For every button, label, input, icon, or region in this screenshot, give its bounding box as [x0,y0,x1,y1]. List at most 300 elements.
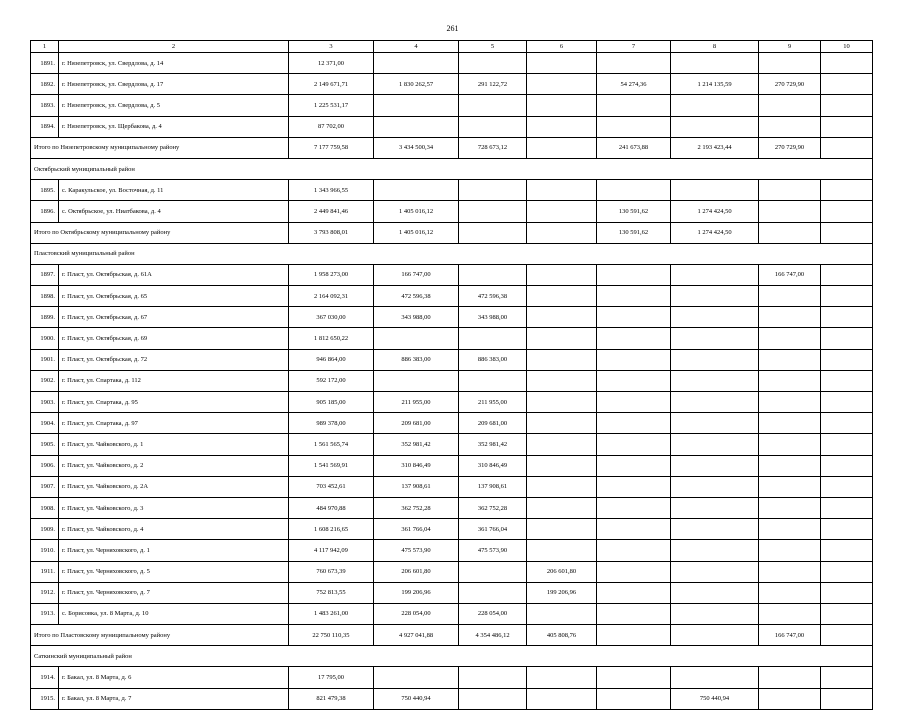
amount-cell [527,519,597,540]
address-cell: г. Пласт, ул. Октябрьская, д. 69 [59,328,289,349]
amount-cell [759,328,821,349]
amount-cell [759,476,821,497]
total-cell: 405 808,76 [527,625,597,646]
address-cell: г. Пласт, ул. Чайковского, д. 1 [59,434,289,455]
amount-cell [597,455,671,476]
amount-cell [527,74,597,95]
amount-cell [759,455,821,476]
address-cell: г. Нязепетровск, ул. Свердлова, д. 14 [59,53,289,74]
amount-cell [671,582,759,603]
amount-cell: 361 766,04 [459,519,527,540]
total-cell [821,222,873,243]
column-number-3: 3 [289,41,374,53]
section-title: Октябрьский муниципальный район [31,158,873,179]
amount-cell: 228 054,00 [374,603,459,624]
table-row [31,201,873,222]
amount-cell [374,180,459,201]
amount-cell: 54 274,36 [597,74,671,95]
amount-cell: 1 608 216,65 [289,519,374,540]
amount-cell: 228 054,00 [459,603,527,624]
amount-cell [597,603,671,624]
amount-cell [759,582,821,603]
amount-cell [374,667,459,688]
section-title: Саткинский муниципальный район [31,646,873,667]
amount-cell [527,497,597,518]
address-cell: г. Пласт, ул. Спартака, д. 112 [59,370,289,391]
row-number: 1904. [31,413,59,434]
amount-cell: 886 383,00 [459,349,527,370]
amount-cell [759,180,821,201]
amount-cell [527,95,597,116]
row-number: 1899. [31,307,59,328]
address-cell: г. Пласт, ул. Черняховского, д. 1 [59,540,289,561]
amount-cell [374,116,459,137]
total-cell: 130 591,62 [597,222,671,243]
amount-cell [597,497,671,518]
amount-cell: 310 846,49 [374,455,459,476]
amount-cell: 206 601,80 [374,561,459,582]
amount-cell [821,201,873,222]
table-row [31,349,873,370]
amount-cell [671,95,759,116]
amount-cell [459,53,527,74]
amount-cell [821,53,873,74]
address-cell: г. Пласт, ул. Чайковского, д. 3 [59,497,289,518]
amount-cell: 2 149 671,71 [289,74,374,95]
address-cell: с. Каракульское, ул. Восточная, д. 11 [59,180,289,201]
table-row [31,264,873,285]
amount-cell: 211 955,00 [374,392,459,413]
amount-cell: 367 030,00 [289,307,374,328]
row-number: 1915. [31,688,59,709]
row-number: 1913. [31,603,59,624]
table-row [31,413,873,434]
table-row [31,540,873,561]
total-cell [759,222,821,243]
column-number-row [31,41,873,53]
address-cell: г. Пласт, ул. Спартака, д. 95 [59,392,289,413]
address-cell: г. Пласт, ул. Чайковского, д. 2А [59,476,289,497]
amount-cell: 362 752,28 [374,497,459,518]
amount-cell: 211 955,00 [459,392,527,413]
amount-cell [671,116,759,137]
total-cell [821,625,873,646]
amount-cell [759,307,821,328]
amount-cell [597,370,671,391]
amount-cell: 137 908,61 [374,476,459,497]
table-row [31,476,873,497]
total-row [31,222,873,243]
amount-cell [597,434,671,455]
table-row [31,74,873,95]
amount-cell [597,561,671,582]
amount-cell: 137 908,61 [459,476,527,497]
amount-cell [459,116,527,137]
amount-cell: 12 371,00 [289,53,374,74]
total-cell [527,222,597,243]
table-body [31,53,873,710]
amount-cell [671,519,759,540]
row-number: 1901. [31,349,59,370]
amount-cell: 989 378,00 [289,413,374,434]
amount-cell: 1 405 016,12 [374,201,459,222]
amount-cell [671,434,759,455]
amount-cell [821,519,873,540]
amount-cell: 209 681,00 [459,413,527,434]
amount-cell [759,286,821,307]
amount-cell: 475 573,90 [374,540,459,561]
amount-cell: 1 541 569,91 [289,455,374,476]
amount-cell: 1 958 273,00 [289,264,374,285]
amount-cell [459,582,527,603]
amount-cell [597,476,671,497]
amount-cell: 1 343 966,55 [289,180,374,201]
amount-cell: 1 214 135,59 [671,74,759,95]
amount-cell [374,328,459,349]
table-row [31,519,873,540]
amount-cell [597,540,671,561]
amount-cell [759,667,821,688]
amount-cell [527,392,597,413]
address-cell: г. Нязепетровск, ул. Свердлова, д. 17 [59,74,289,95]
amount-cell [597,349,671,370]
amount-cell [527,455,597,476]
amount-cell [527,688,597,709]
address-cell: г. Пласт, ул. Спартака, д. 97 [59,413,289,434]
amount-cell [459,264,527,285]
amount-cell [821,116,873,137]
table-row [31,561,873,582]
row-number: 1892. [31,74,59,95]
amount-cell [527,413,597,434]
row-number: 1902. [31,370,59,391]
amount-cell: 352 981,42 [459,434,527,455]
amount-cell: 752 813,55 [289,582,374,603]
amount-cell [374,370,459,391]
amount-cell: 199 206,96 [374,582,459,603]
amount-cell [821,74,873,95]
amount-cell [671,370,759,391]
amount-cell [759,603,821,624]
total-cell [671,625,759,646]
column-number-2: 2 [59,41,289,53]
amount-cell [759,349,821,370]
row-number: 1893. [31,95,59,116]
amount-cell [597,307,671,328]
row-number: 1908. [31,497,59,518]
address-cell: г. Бакал, ул. 8 Марта, д. 7 [59,688,289,709]
amount-cell [527,201,597,222]
amount-cell [821,667,873,688]
amount-cell [671,53,759,74]
amount-cell [597,582,671,603]
amount-cell [759,688,821,709]
amount-cell [527,370,597,391]
address-cell: г. Пласт, ул. Чайковского, д. 2 [59,455,289,476]
amount-cell [821,328,873,349]
table-row [31,328,873,349]
column-number-6: 6 [527,41,597,53]
row-number: 1891. [31,53,59,74]
amount-cell [597,519,671,540]
total-cell: 1 405 016,12 [374,222,459,243]
amount-cell [459,201,527,222]
section-header-row [31,158,873,179]
table-row [31,180,873,201]
amount-cell [597,392,671,413]
column-number-5: 5 [459,41,527,53]
amount-cell: 946 864,00 [289,349,374,370]
amount-cell: 592 172,00 [289,370,374,391]
amount-cell [597,688,671,709]
amount-cell: 209 681,00 [374,413,459,434]
total-cell [821,137,873,158]
amount-cell: 750 440,94 [374,688,459,709]
table-row [31,116,873,137]
amount-cell [821,413,873,434]
amount-cell [821,286,873,307]
total-label: Итого по Пластовскому муниципальному району [31,625,289,646]
amount-cell: 270 729,90 [759,74,821,95]
table-row [31,286,873,307]
amount-cell [671,349,759,370]
amount-cell [597,286,671,307]
amount-cell [821,392,873,413]
amount-cell: 484 970,88 [289,497,374,518]
amount-cell [759,561,821,582]
amount-cell [527,307,597,328]
amount-cell [759,116,821,137]
row-number: 1905. [31,434,59,455]
amount-cell [821,349,873,370]
address-cell: г. Бакал, ул. 8 Марта, д. 6 [59,667,289,688]
total-label: Итого по Нязепетровскому муниципальному району [31,137,289,158]
amount-cell [527,116,597,137]
table-row [31,434,873,455]
amount-cell: 352 981,42 [374,434,459,455]
total-cell: 22 750 110,35 [289,625,374,646]
amount-cell [759,519,821,540]
amount-cell [527,540,597,561]
row-number: 1909. [31,519,59,540]
amount-cell [759,413,821,434]
address-cell: с. Октябрьское, ул. Ниатбакова, д. 4 [59,201,289,222]
amount-cell [759,540,821,561]
amount-cell [671,540,759,561]
amount-cell: 166 747,00 [759,264,821,285]
amount-cell [597,53,671,74]
amount-cell [759,434,821,455]
amount-cell: 1 225 531,17 [289,95,374,116]
table-row [31,497,873,518]
amount-cell [671,286,759,307]
amount-cell [597,413,671,434]
amount-cell: 343 988,00 [374,307,459,328]
amount-cell: 750 440,94 [671,688,759,709]
amount-cell: 1 830 262,57 [374,74,459,95]
amount-cell [821,582,873,603]
row-number: 1906. [31,455,59,476]
address-cell: г. Пласт, ул. Октябрьская, д. 72 [59,349,289,370]
amount-cell [597,95,671,116]
row-number: 1894. [31,116,59,137]
amount-cell: 905 185,00 [289,392,374,413]
amount-cell [671,392,759,413]
amount-cell: 760 673,39 [289,561,374,582]
row-number: 1911. [31,561,59,582]
column-number-10: 10 [821,41,873,53]
amount-cell [821,180,873,201]
row-number: 1898. [31,286,59,307]
total-cell: 4 927 041,88 [374,625,459,646]
address-cell: г. Пласт, ул. Черняховского, д. 5 [59,561,289,582]
row-number: 1895. [31,180,59,201]
amount-cell [597,116,671,137]
amount-cell [527,667,597,688]
table-row [31,307,873,328]
amount-cell [597,328,671,349]
amount-cell: 166 747,00 [374,264,459,285]
amount-cell: 1 812 650,22 [289,328,374,349]
amount-cell [374,53,459,74]
amount-cell [759,497,821,518]
amount-cell [459,688,527,709]
row-number: 1907. [31,476,59,497]
amount-cell [671,180,759,201]
row-number: 1903. [31,392,59,413]
amount-cell [597,264,671,285]
amount-cell [527,328,597,349]
row-number: 1896. [31,201,59,222]
address-cell: г. Пласт, ул. Октябрьская, д. 61А [59,264,289,285]
amount-cell [459,180,527,201]
column-number-8: 8 [671,41,759,53]
amount-cell: 199 206,96 [527,582,597,603]
table-row [31,455,873,476]
amount-cell [821,264,873,285]
amount-cell: 361 766,04 [374,519,459,540]
total-label: Итого по Октябрьскому муниципальному району [31,222,289,243]
amount-cell: 472 596,38 [374,286,459,307]
amount-cell: 206 601,80 [527,561,597,582]
amount-cell [821,603,873,624]
amount-cell [821,455,873,476]
total-row [31,137,873,158]
amount-cell: 343 988,00 [459,307,527,328]
column-number-7: 7 [597,41,671,53]
amount-cell [821,497,873,518]
table-row [31,95,873,116]
column-number-9: 9 [759,41,821,53]
amount-cell: 1 561 565,74 [289,434,374,455]
table-row [31,582,873,603]
total-cell: 3 434 500,34 [374,137,459,158]
amount-cell: 2 164 092,31 [289,286,374,307]
total-cell: 1 274 424,50 [671,222,759,243]
total-cell: 2 193 423,44 [671,137,759,158]
amount-cell: 475 573,90 [459,540,527,561]
address-cell: г. Пласт, ул. Чайковского, д. 4 [59,519,289,540]
amount-cell [527,264,597,285]
section-header-row [31,243,873,264]
table-row [31,53,873,74]
total-row [31,625,873,646]
total-cell: 241 673,88 [597,137,671,158]
amount-cell: 1 274 424,50 [671,201,759,222]
amount-cell [759,370,821,391]
table-row [31,370,873,391]
total-cell [527,137,597,158]
section-header-row [31,646,873,667]
amount-cell [527,349,597,370]
amount-cell [459,561,527,582]
address-cell: г. Пласт, ул. Октябрьская, д. 67 [59,307,289,328]
table-row [31,392,873,413]
amount-cell: 886 383,00 [374,349,459,370]
total-cell [459,222,527,243]
column-number-4: 4 [374,41,459,53]
amount-cell: 130 591,62 [597,201,671,222]
register-table [30,40,873,710]
amount-cell [821,307,873,328]
amount-cell [597,667,671,688]
amount-cell [821,370,873,391]
amount-cell [821,95,873,116]
amount-cell [527,286,597,307]
row-number: 1900. [31,328,59,349]
amount-cell [821,476,873,497]
row-number: 1912. [31,582,59,603]
amount-cell [821,540,873,561]
amount-cell [459,370,527,391]
amount-cell [821,434,873,455]
total-cell: 166 747,00 [759,625,821,646]
amount-cell: 4 117 942,09 [289,540,374,561]
amount-cell: 821 479,38 [289,688,374,709]
amount-cell [759,95,821,116]
amount-cell [597,180,671,201]
table-row [31,603,873,624]
amount-cell [671,667,759,688]
amount-cell [527,476,597,497]
amount-cell [527,180,597,201]
table-row [31,688,873,709]
amount-cell [527,434,597,455]
row-number: 1910. [31,540,59,561]
amount-cell [671,307,759,328]
total-cell: 7 177 759,58 [289,137,374,158]
amount-cell [759,201,821,222]
total-cell: 3 793 808,01 [289,222,374,243]
amount-cell: 1 483 261,00 [289,603,374,624]
amount-cell [671,264,759,285]
page-number: 261 [446,24,459,33]
amount-cell [459,667,527,688]
address-cell: г. Пласт, ул. Черняховского, д. 7 [59,582,289,603]
amount-cell [671,561,759,582]
amount-cell [671,455,759,476]
amount-cell [527,53,597,74]
row-number: 1914. [31,667,59,688]
amount-cell [459,328,527,349]
amount-cell [671,328,759,349]
amount-cell [671,497,759,518]
amount-cell: 472 596,38 [459,286,527,307]
amount-cell: 703 452,61 [289,476,374,497]
amount-cell [821,688,873,709]
row-number: 1897. [31,264,59,285]
total-cell: 4 354 486,12 [459,625,527,646]
